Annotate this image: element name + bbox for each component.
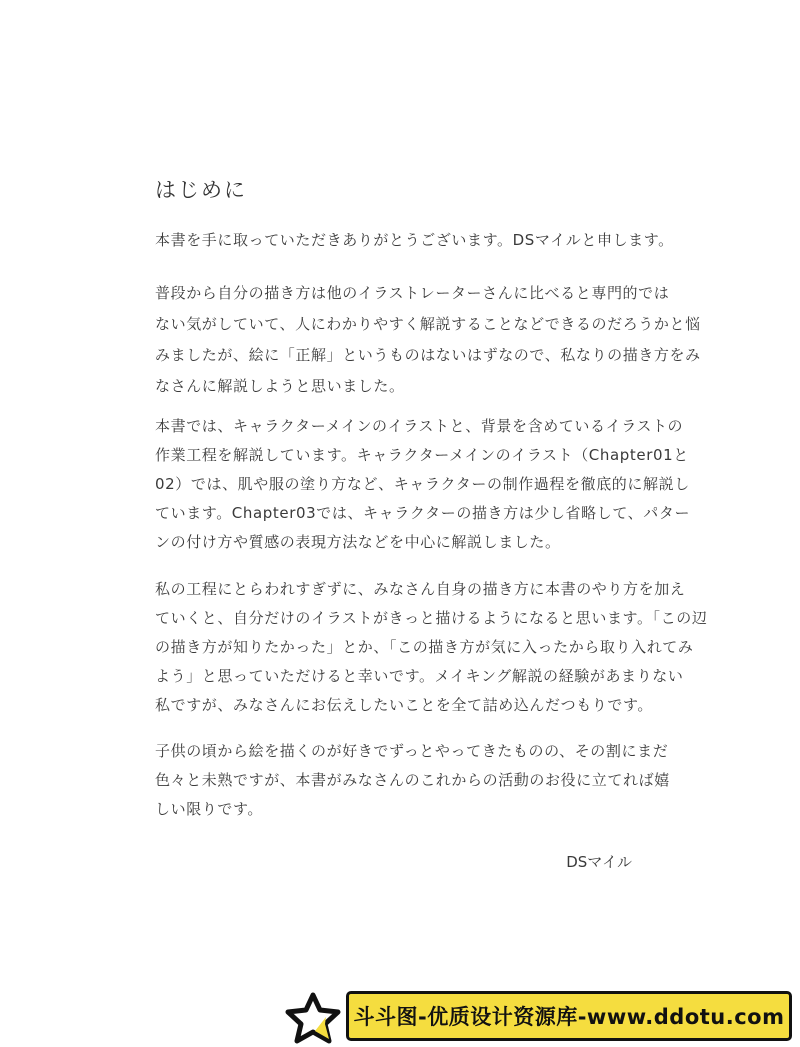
text-line: 子供の頃から絵を描くのが好きでずっとやってきたものの、その割にまだ <box>155 742 669 760</box>
text-line: ンの付け方や質感の表現方法などを中心に解説しました。 <box>155 533 561 551</box>
author-signature: DSマイル <box>566 853 632 871</box>
text-line: よう」と思っていただけると幸いです。メイキング解説の経験があまりない <box>155 667 684 685</box>
page-title: はじめに <box>155 178 247 202</box>
paragraph-2 <box>155 278 701 402</box>
watermark-banner: 斗斗图-优质设计资源库-www.ddotu.com <box>346 991 792 1041</box>
paragraph-3 <box>155 412 691 557</box>
paragraph-4 <box>155 575 708 720</box>
text-line: の描き方が知りたかった」とか、「この描き方が気に入ったから取り入れてみ <box>155 638 694 656</box>
text-line: 本書を手に取っていただきありがとうございます。DSマイルと申します。 <box>155 231 674 249</box>
paragraph-intro <box>155 225 674 256</box>
text-line: なさんに解説しようと思いました。 <box>155 377 405 395</box>
text-line: 作業工程を解説しています。キャラクターメインのイラスト（Chapter01と <box>155 446 689 464</box>
paragraph-5 <box>155 737 670 824</box>
text-line: 私の工程にとらわれすぎずに、みなさん自身の描き方に本書のやり方を加え <box>155 580 686 598</box>
text-line: ています。Chapter03では、キャラクターの描き方は少し省略して、パター <box>155 504 691 522</box>
text-line: 本書では、キャラクターメインのイラストと、背景を含めているイラストの <box>155 417 684 435</box>
text-line: 02）では、肌や服の塗り方など、キャラクターの制作過程を徹底的に解説し <box>155 475 690 493</box>
text-line: 色々と未熟ですが、本書がみなさんのこれからの活動のお役に立てれば嬉 <box>155 771 670 789</box>
text-line: しい限りです。 <box>155 800 264 818</box>
text-line: ない気がしていて、人にわかりやすく解説することなどできるのだろうかと悩 <box>155 315 701 333</box>
text-line: 私ですが、みなさんにお伝えしたいことを全て詰め込んだつもりです。 <box>155 696 654 714</box>
text-line: みましたが、絵に「正解」というものはないはずなので、私なりの描き方をみ <box>155 346 701 364</box>
star-icon <box>282 990 344 1046</box>
text-line: ていくと、自分だけのイラストがきっと描けるようになると思います。「この辺 <box>155 609 708 627</box>
text-line: 普段から自分の描き方は他のイラストレーターさんに比べると専門的では <box>155 284 670 302</box>
